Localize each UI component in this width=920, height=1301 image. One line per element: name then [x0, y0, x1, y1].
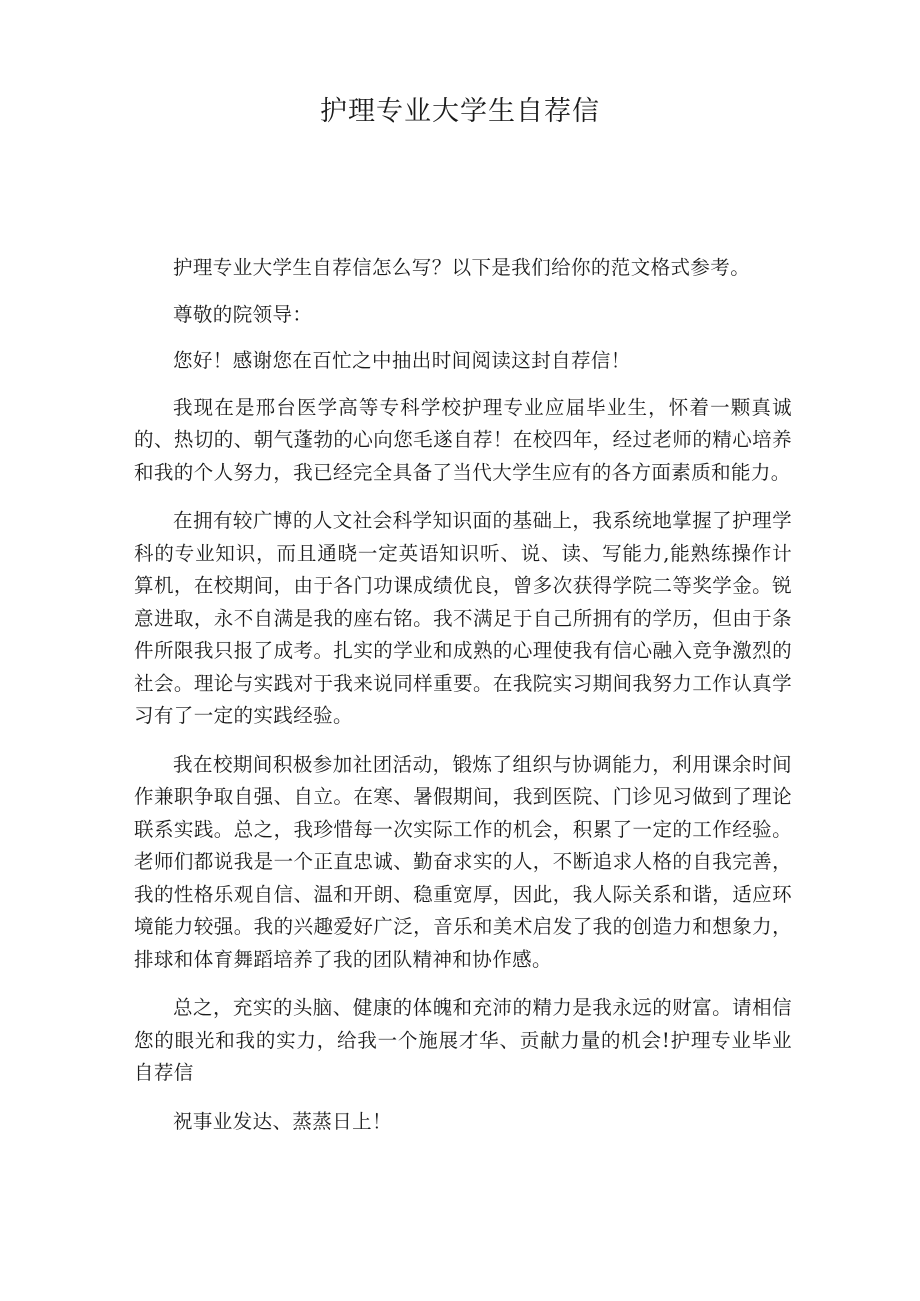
closing-wishes: 祝事业发达、蒸蒸日上！ — [173, 1109, 392, 1133]
greeting-paragraph: 您好！感谢您在百忙之中抽出时间阅读这封自荐信！ — [173, 349, 631, 372]
body-paragraph-conclusion: 总之，充实的头脑、健康的体魄和充沛的精力是我永远的财富。请相信您的眼光和我的实力，给我一个施展才华、贡献力量的机会!护理专业毕业自荐信 — [134, 996, 792, 1084]
document-title: 护理专业大学生自荐信 — [320, 96, 600, 127]
body-paragraph-activities: 我在校期间积极参加社团活动，锻炼了组织与协调能力，利用课余时间作兼职争取自强、自立。在寒、暑假期间，我到医院、门诊见习做到了理论联系实践。总之，我珍惜每一次实际工作的机会，积累了一定的工作经验。老师们都说我是一个正直忠诚、勤奋求实的人，不断追求人格的自我完善，我的性格乐观自信、温和开朗、稳重宽厚，因此，我人际关系和谐，适应环境能力较强。我的兴趣爱好广泛，音乐和美术启发了我的创造力和想象力，排球和体育舞蹈培养了我的团队精神和协作感。 — [134, 752, 792, 971]
body-paragraph-introduction: 我现在是邢台医学高等专科学校护理专业应届毕业生，怀着一颗真诚的、热切的、朝气蓬勃的心向您毛遂自荐！在校四年，经过老师的精心培养和我的个人努力，我已经完全具备了当代大学生应有的各方面素质和能力。 — [134, 395, 792, 484]
body-paragraph-knowledge: 在拥有较广博的人文社会科学知识面的基础上，我系统地掌握了护理学科的专业知识，而且通晓一定英语知识听、说、读、写能力,能熟练操作计算机，在校期间，由于各门功课成绩优良，曾多次获得学院二等奖学金。锐意进取，永不自满是我的座右铭。我不满足于自己所拥有的学历，但由于条件所限我只报了成考。扎实的学业和成熟的心理使我有信心融入竞争激烈的社会。理论与实践对于我来说同样重要。在我院实习期间我努力工作认真学习有了一定的实践经验。 — [134, 509, 792, 727]
letter-body — [134, 252, 792, 1152]
salutation: 尊敬的院领导： — [173, 302, 313, 326]
intro-paragraph: 护理专业大学生自荐信怎么写？以下是我们给你的范文格式参考。 — [173, 256, 751, 279]
